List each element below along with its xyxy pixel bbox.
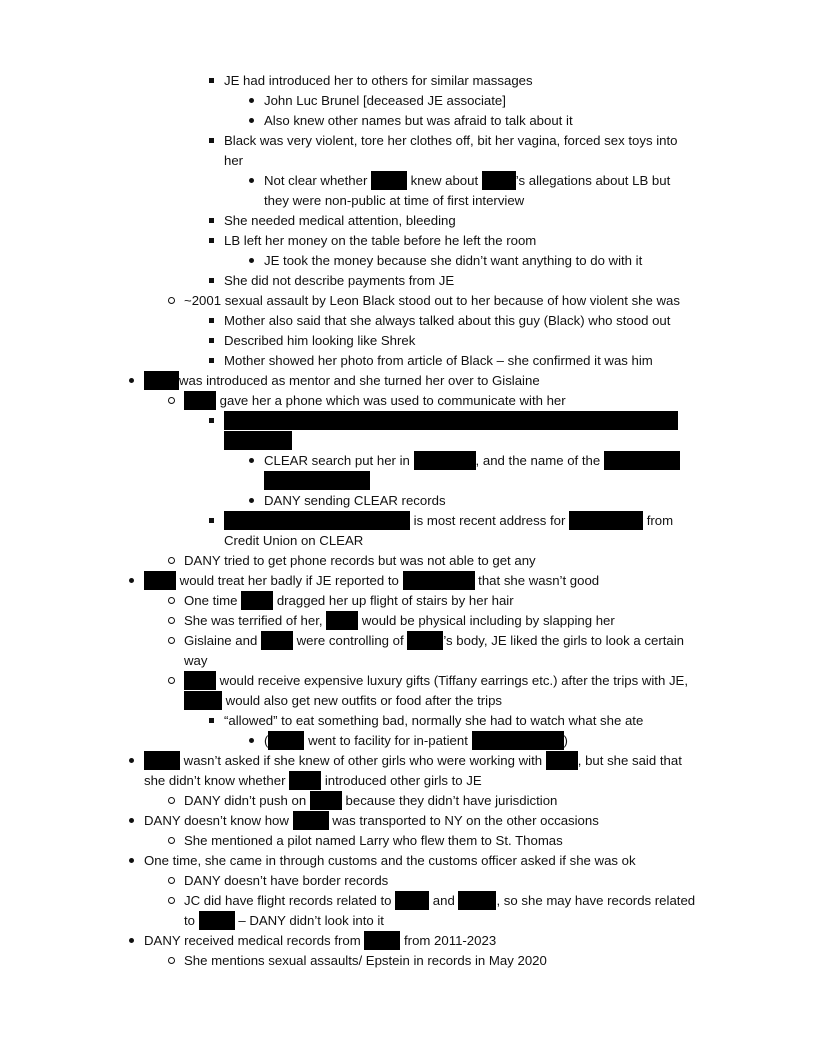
- outline-line: [0, 511, 746, 531]
- line-text: [224, 271, 454, 291]
- line-text: [264, 491, 446, 511]
- text-run: JC did have flight records related to: [184, 893, 396, 908]
- text-run: She mentions sexual assaults/ Epstein in records in May 2020: [184, 953, 547, 968]
- line-text: [184, 291, 680, 311]
- line-text: [184, 911, 384, 931]
- outline-line: [0, 71, 746, 91]
- outline-line: [0, 331, 746, 351]
- outline-line: [0, 311, 746, 331]
- line-text: [144, 371, 540, 391]
- line-text: [264, 111, 573, 131]
- redaction-block: [184, 671, 216, 690]
- outline-line: [0, 431, 746, 451]
- text-run: DANY tried to get phone records but was not able to get any: [184, 553, 536, 568]
- text-run: DANY doesn’t know how: [144, 813, 293, 828]
- redaction-block: [546, 751, 578, 770]
- outline-line: [0, 911, 746, 931]
- text-run: Mother showed her photo from article of Black – she confirmed it was him: [224, 353, 653, 368]
- outline-line: [0, 271, 746, 291]
- outline-line: [0, 551, 746, 571]
- line-text: [264, 471, 370, 491]
- line-text: [184, 551, 536, 571]
- text-run: knew about: [407, 173, 482, 188]
- text-run: Gislaine and: [184, 633, 261, 648]
- text-run: is most recent address for: [410, 513, 570, 528]
- redaction-block: [144, 371, 179, 390]
- outline-line: [0, 211, 746, 231]
- line-text: [264, 171, 670, 191]
- outline-line: [0, 771, 746, 791]
- line-text: [144, 931, 496, 951]
- redaction-block: [144, 571, 176, 590]
- line-text: [184, 951, 547, 971]
- text-run: ’s body, JE liked the girls to look a certain: [443, 633, 685, 648]
- redaction-block: [199, 911, 235, 930]
- text-run: she didn’t know whether: [144, 773, 290, 788]
- line-text: [184, 391, 566, 411]
- redaction-block: [604, 451, 680, 470]
- redaction-block: [293, 811, 329, 830]
- text-run: to: [184, 913, 199, 928]
- text-run: that she wasn’t good: [474, 573, 600, 588]
- outline-line: [0, 931, 746, 951]
- redaction-block: [414, 451, 476, 470]
- text-run: One time: [184, 593, 242, 608]
- redaction-block: [371, 171, 407, 190]
- line-text: [184, 591, 514, 611]
- outline-line: [0, 871, 746, 891]
- text-run: would be physical including by slapping her: [358, 613, 615, 628]
- outline-line: [0, 91, 746, 111]
- redaction-block: [472, 731, 564, 750]
- text-run: (: [264, 733, 269, 748]
- line-text: [184, 611, 615, 631]
- redaction-block: [224, 411, 678, 430]
- line-text: [224, 431, 292, 451]
- outline-line: [0, 531, 746, 551]
- outline-line: [0, 131, 746, 151]
- line-text: [184, 691, 502, 711]
- text-run: She did not describe payments from JE: [224, 273, 455, 288]
- line-text: [264, 251, 642, 271]
- text-run: way: [184, 653, 208, 668]
- outline-line: [0, 471, 746, 491]
- text-run: LB left her money on the table before he left the room: [224, 233, 537, 248]
- line-text: [264, 91, 506, 111]
- text-run: would receive expensive luxury gifts (Tiffany earrings etc.) after the trips with JE,: [216, 673, 689, 688]
- text-run: her: [224, 153, 244, 168]
- text-run: DANY doesn’t have border records: [184, 873, 389, 888]
- line-text: [224, 231, 536, 251]
- text-run: dragged her up flight of stairs by her hair: [273, 593, 514, 608]
- outline-line: [0, 411, 746, 431]
- redaction-block: [241, 591, 273, 610]
- redaction-block: [569, 511, 643, 530]
- line-text: [144, 811, 599, 831]
- text-run: Credit Union on CLEAR: [224, 533, 364, 548]
- outline-line: [0, 111, 746, 131]
- redaction-block: [224, 431, 292, 450]
- line-text: [184, 871, 388, 891]
- outline-line: [0, 351, 746, 371]
- text-run: because they didn’t have jurisdiction: [341, 793, 558, 808]
- line-text: [184, 831, 563, 851]
- text-run: was transported to NY on the other occasions: [328, 813, 599, 828]
- text-run: She needed medical attention, bleeding: [224, 213, 456, 228]
- line-text: [144, 571, 599, 591]
- text-run: Also knew other names but was afraid to talk about it: [264, 113, 573, 128]
- text-run: , but she said that: [577, 753, 682, 768]
- outline-line: [0, 891, 746, 911]
- outline-line: [0, 251, 746, 271]
- outline-line: [0, 691, 746, 711]
- redaction-block: [326, 611, 358, 630]
- text-run: and: [429, 893, 459, 908]
- line-text: [224, 511, 673, 531]
- line-text: [224, 131, 677, 151]
- line-text: [224, 351, 653, 371]
- text-run: from: [643, 513, 674, 528]
- outline-line: [0, 571, 746, 591]
- outline-line: [0, 291, 746, 311]
- text-run: DANY received medical records from: [144, 933, 365, 948]
- line-text: [224, 711, 643, 731]
- redaction-block: [364, 931, 400, 950]
- text-run: ~2001 sexual assault by Leon Black stood out to her because of how violent she was: [184, 293, 680, 308]
- redaction-block: [261, 631, 293, 650]
- outline-line: [0, 751, 746, 771]
- line-text: [224, 211, 456, 231]
- text-run: Described him looking like Shrek: [224, 333, 416, 348]
- text-run: John Luc Brunel [deceased JE associate]: [264, 93, 506, 108]
- text-run: was introduced as mentor and she turned her over to Gislaine: [179, 373, 540, 388]
- text-run: She mentioned a pilot named Larry who flew them to St. Thomas: [184, 833, 563, 848]
- line-text: [224, 151, 243, 171]
- text-run: ): [563, 733, 568, 748]
- line-text: [264, 191, 524, 211]
- outline-line: [0, 491, 746, 511]
- outline-line: [0, 611, 746, 631]
- outline-line: [0, 671, 746, 691]
- outline-line: [0, 791, 746, 811]
- text-run: JE had introduced her to others for similar massages: [224, 73, 533, 88]
- outline-line: [0, 151, 746, 171]
- text-run: , so she may have records related: [496, 893, 696, 908]
- line-text: [184, 671, 688, 691]
- text-run: DANY sending CLEAR records: [264, 493, 446, 508]
- text-run: Not clear whether: [264, 173, 372, 188]
- text-run: gave her a phone which was used to communicate with her: [216, 393, 566, 408]
- text-run: , and the name of the: [475, 453, 604, 468]
- outline-line: [0, 231, 746, 251]
- line-text: [224, 311, 670, 331]
- outline-line: [0, 391, 746, 411]
- line-text: [224, 71, 533, 91]
- line-text: [144, 751, 682, 771]
- line-text: [264, 731, 568, 751]
- text-run: – DANY didn’t look into it: [234, 913, 384, 928]
- redaction-block: [458, 891, 496, 910]
- redaction-block: [310, 791, 342, 810]
- text-run: would treat her badly if JE reported to: [176, 573, 403, 588]
- redaction-block: [268, 731, 304, 750]
- redaction-block: [407, 631, 443, 650]
- outline-line: [0, 451, 746, 471]
- redaction-block: [395, 891, 429, 910]
- text-run: CLEAR search put her in: [264, 453, 414, 468]
- text-run: DANY didn’t push on: [184, 793, 310, 808]
- outline-line: [0, 951, 746, 971]
- outline-line: [0, 851, 746, 871]
- outline-line: [0, 831, 746, 851]
- outline-line: [0, 371, 746, 391]
- text-run: introduced other girls to JE: [321, 773, 482, 788]
- line-text: [264, 451, 680, 471]
- line-text: [224, 331, 415, 351]
- redaction-block: [482, 171, 516, 190]
- redaction-block: [184, 391, 216, 410]
- text-run: She was terrified of her,: [184, 613, 327, 628]
- outline-line: [0, 711, 746, 731]
- line-text: [224, 531, 363, 551]
- text-run: would also get new outfits or food after the trips: [222, 693, 503, 708]
- line-text: [224, 411, 678, 431]
- line-text: [184, 891, 695, 911]
- line-text: [184, 791, 557, 811]
- text-run: they were non-public at time of first interview: [264, 193, 525, 208]
- line-text: [144, 851, 636, 871]
- line-text: [184, 631, 684, 651]
- text-run: Black was very violent, tore her clothes off, bit her vagina, forced sex toys into: [224, 133, 678, 148]
- text-run: JE took the money because she didn’t want anything to do with it: [264, 253, 643, 268]
- outline-line: [0, 631, 746, 651]
- text-run: ’s allegations about LB but: [515, 173, 671, 188]
- outline-line: [0, 651, 746, 671]
- outline-line: [0, 811, 746, 831]
- line-text: [184, 651, 207, 671]
- redaction-block: [224, 511, 410, 530]
- text-run: went to facility for in-patient: [304, 733, 472, 748]
- outline-line: [0, 591, 746, 611]
- text-run: One time, she came in through customs and the customs officer asked if she was ok: [144, 853, 636, 868]
- text-run: were controlling of: [292, 633, 408, 648]
- text-run: wasn’t asked if she knew of other girls who were working with: [180, 753, 546, 768]
- outline-line: [0, 731, 746, 751]
- redaction-block: [144, 751, 180, 770]
- line-text: [144, 771, 482, 791]
- redaction-block: [184, 691, 222, 710]
- text-run: from 2011-2023: [400, 933, 497, 948]
- text-run: “allowed” to eat something bad, normally she had to watch what she ate: [224, 713, 644, 728]
- redaction-block: [289, 771, 321, 790]
- redaction-block: [403, 571, 475, 590]
- text-run: Mother also said that she always talked about this guy (Black) who stood out: [224, 313, 671, 328]
- outline-line: [0, 171, 746, 191]
- outline-line: [0, 191, 746, 211]
- redaction-block: [264, 471, 370, 490]
